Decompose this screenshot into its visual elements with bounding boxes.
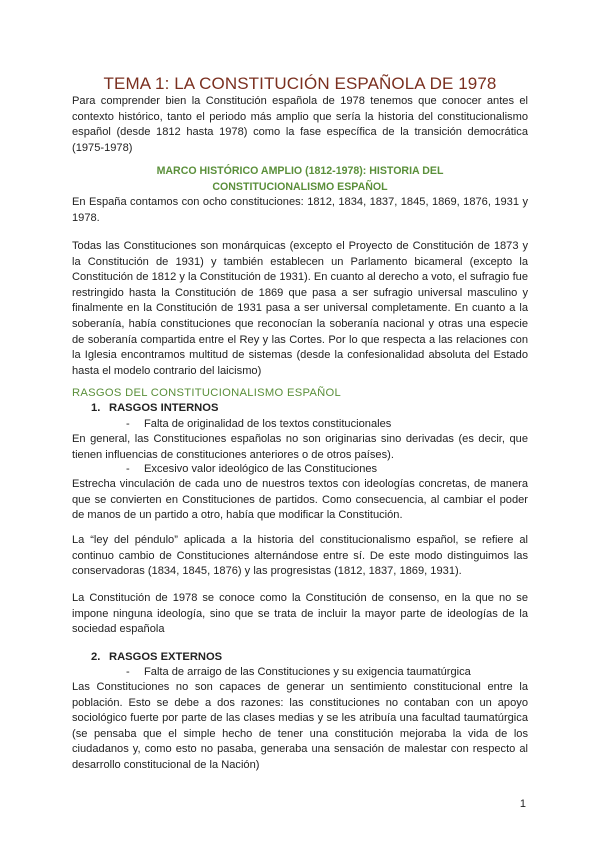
paragraph-constituciones-monarquicas: Todas las Constituciones son monárquicas (excepto el Proyecto de Constitución de 1873 y la Constitución de 1931) y también establecen un Parlamento bicameral (excepto la Constitución de 1812 y la Constitución de 1931). En cuanto al derecho a voto, el sufragio fue restringido hasta la Constitución de 1869 que pasa a ser sufragio universal masculino y finalmente en la Constitución de 1931 pasa a ser universal completamente. En cuanto a la soberanía, había constituciones que reconocían la soberanía nacional y otras una especie de soberanía compartida entre el Rey y las Cortes. Por lo que respecta a las relaciones con la Iglesia encontramos multitud de sistemas (desde la confesionalidad absoluta del Estado hasta el modelo contrario del laicismo) (72, 240, 528, 377)
bullet-text: Falta de arraigo de las Constituciones y su exigencia taumatúrgica (144, 666, 471, 678)
paragraph-consenso: La Constitución de 1978 se conoce como la Constitución de consenso, en la que no se impone ninguna ideología, sino que se trata de incluir la mayor parte de ideologías de la sociedad española (72, 592, 528, 636)
section-heading-marco-historico: MARCO HISTÓRICO AMPLIO (1812-1978): HISTORIA DEL CONSTITUCIONALISMO ESPAÑOL (156, 165, 444, 193)
subheading-rasgos-externos (91, 651, 222, 663)
intro-paragraph: Para comprender bien la Constitución española de 1978 tenemos que conocer antes el contexto histórico, tanto el periodo más amplio que sería la historia del constitucionalismo español (desde 1812 hasta 1978) como la fase específica de la transición democrática (1975-1978) (72, 95, 528, 154)
bullet-dash: - (126, 463, 130, 475)
subheading-label: RASGOS EXTERNOS (109, 651, 223, 663)
subheading-rasgos-internos (91, 402, 218, 414)
paragraph-vinculacion: Estrecha vinculación de cada uno de nuestros textos con ideologías concretas, de manera que se convierten en Constituciones de partidos. Como consecuencia, al cambiar el poder de manos de un partido a otro, había que modificar la Constitución. (72, 478, 528, 522)
bullet-falta-arraigo (126, 666, 471, 678)
bullet-dash: - (126, 666, 130, 678)
paragraph-ley-pendulo: La “ley del péndulo” aplicada a la historia del constitucionalismo español, se refiere al continuo cambio de Constituciones alternándose entre sí. De este modo distinguimos las conservadoras (1834, 1845, 1876) y las progresistas (1812, 1837, 1869, 1931). (72, 534, 528, 578)
paragraph-derivadas: En general, las Constituciones españolas no son originarias sino derivadas (es decir, que tienen influencias de constituciones anteriores o de otros países). (72, 433, 528, 461)
page-number: 1 (519, 798, 526, 810)
paragraph-sentimiento-constitucional: Las Constituciones no son capaces de generar un sentimiento constitucional entre la población. Esto se debe a dos razones: las constituciones no contaban con un apoyo sociológico fuerte por parte de las clases medias y se les atribuía una facultad taumatúrgica (se pensaba que el simple hecho de tener una constitución mejoraba la vida de los ciudadanos y, como esto no pasaba, generaba una sensación de malestar con respecto al desarrollo constitucional de la Nación) (72, 681, 528, 771)
section-heading-rasgos: RASGOS DEL CONSTITUCIONALISMO ESPAÑOL (72, 387, 342, 399)
bullet-falta-originalidad (126, 418, 391, 430)
paragraph-ocho-constituciones: En España contamos con ocho constituciones: 1812, 1834, 1837, 1845, 1869, 1876, 1931 y 1978. (72, 196, 528, 224)
bullet-valor-ideologico (126, 463, 377, 475)
list-number: 2. (91, 651, 101, 663)
subheading-label: RASGOS INTERNOS (109, 402, 219, 414)
page-title: TEMA 1: LA CONSTITUCIÓN ESPAÑOLA DE 1978 (103, 74, 497, 93)
bullet-text: Falta de originalidad de los textos constitucionales (144, 418, 392, 430)
bullet-text: Excesivo valor ideológico de las Constituciones (144, 463, 378, 475)
bullet-dash: - (126, 418, 130, 430)
list-number: 1. (91, 402, 101, 414)
